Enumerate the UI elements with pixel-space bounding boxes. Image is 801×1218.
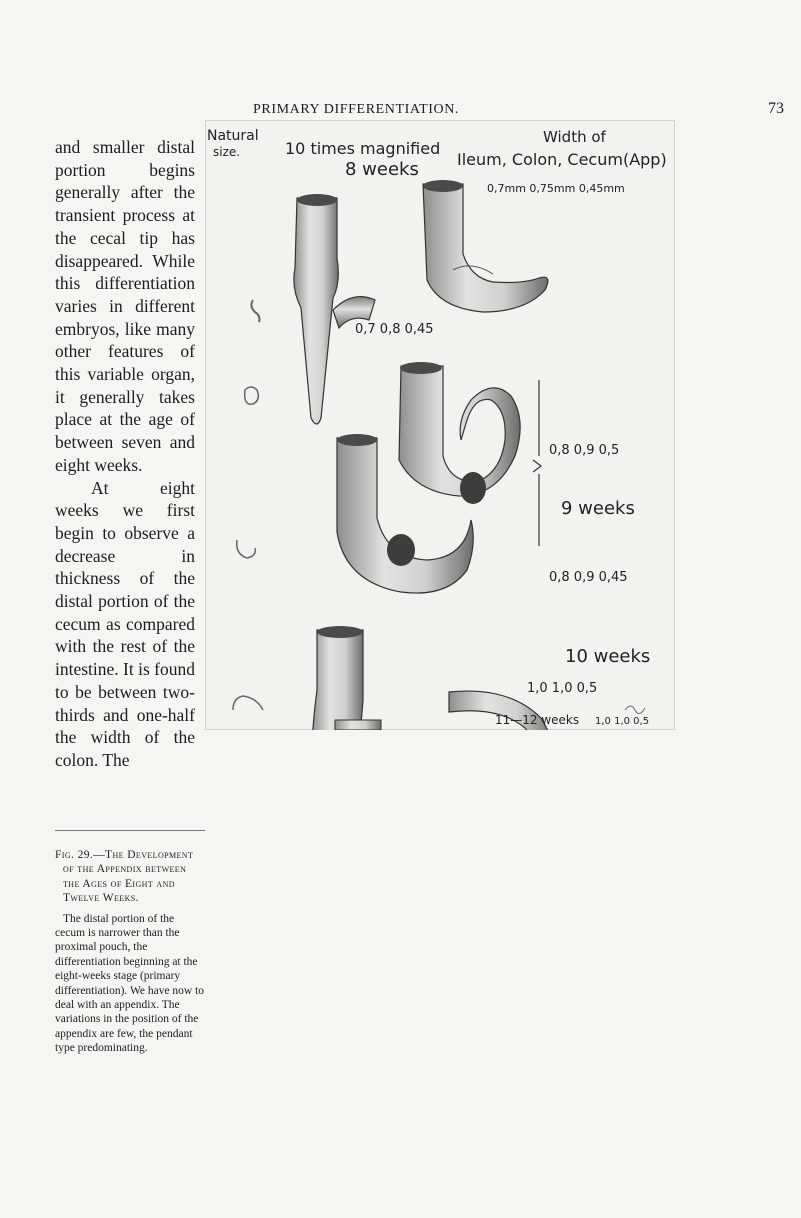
caption-separator (55, 830, 205, 831)
col-magnified: 10 times magnified (285, 139, 441, 158)
col-natural-1: Natural (207, 128, 259, 144)
stage-8-widths-b: 0,7 0,8 0,45 (355, 322, 434, 337)
stage-9-label: 9 weeks (561, 498, 635, 519)
running-title: PRIMARY DIFFERENTIATION. (253, 102, 460, 117)
plate-drawing (205, 120, 675, 730)
col-width-1: Width of (543, 128, 606, 146)
specimen-11-12-weeks (335, 720, 381, 730)
caption-body: The distal portion of the cecum is narrower than the proximal pouch, the differentiation beginning at the eight-weeks stage (primary differentiation). We have now to deal with an appendix. The variations in the position of the appendix are few, the pendant type predominating. (55, 912, 205, 1055)
stage-10-label: 10 weeks (565, 646, 651, 667)
stage-9-widths-b: 0,8 0,9 0,45 (549, 570, 628, 585)
body-paragraph-2: At eight weeks we first begin to observe a decrease in thickness of the distal portion of the cecum as compared with the rest of the intestine. It is found to be between two-thirds and one-half the width of the colon. The (55, 477, 195, 770)
body-text (55, 136, 195, 772)
figure-plate (205, 120, 675, 730)
body-paragraph-1: and smaller distal portion begins generally after the transient process at the cecal tip has disappeared. While this differentiation varies in different embryos, like many other features of this variable organ, it generally takes place at the age of between seven and eight weeks. (55, 137, 195, 475)
col-natural-2: size. (213, 145, 241, 159)
stage-9-widths-a: 0,8 0,9 0,5 (549, 443, 620, 458)
caption-title: Fig. 29.—The Development of the Appendix between the Ages of Eight and Twelve Weeks. (55, 849, 194, 905)
stage-8-label: 8 weeks (345, 159, 419, 180)
stage-10-widths: 1,0 1,0 0,5 (527, 681, 598, 696)
figure-caption (55, 848, 205, 1056)
stage-12-label: 11—12 weeks (495, 713, 580, 727)
page-number: 73 (768, 100, 784, 117)
stage-12-widths: 1,0 1,0 0,5 (595, 716, 650, 727)
col-width-2: Ileum, Colon, Cecum(App) (457, 150, 667, 169)
stage-8-widths-a: 0,7mm 0,75mm 0,45mm (487, 182, 625, 195)
